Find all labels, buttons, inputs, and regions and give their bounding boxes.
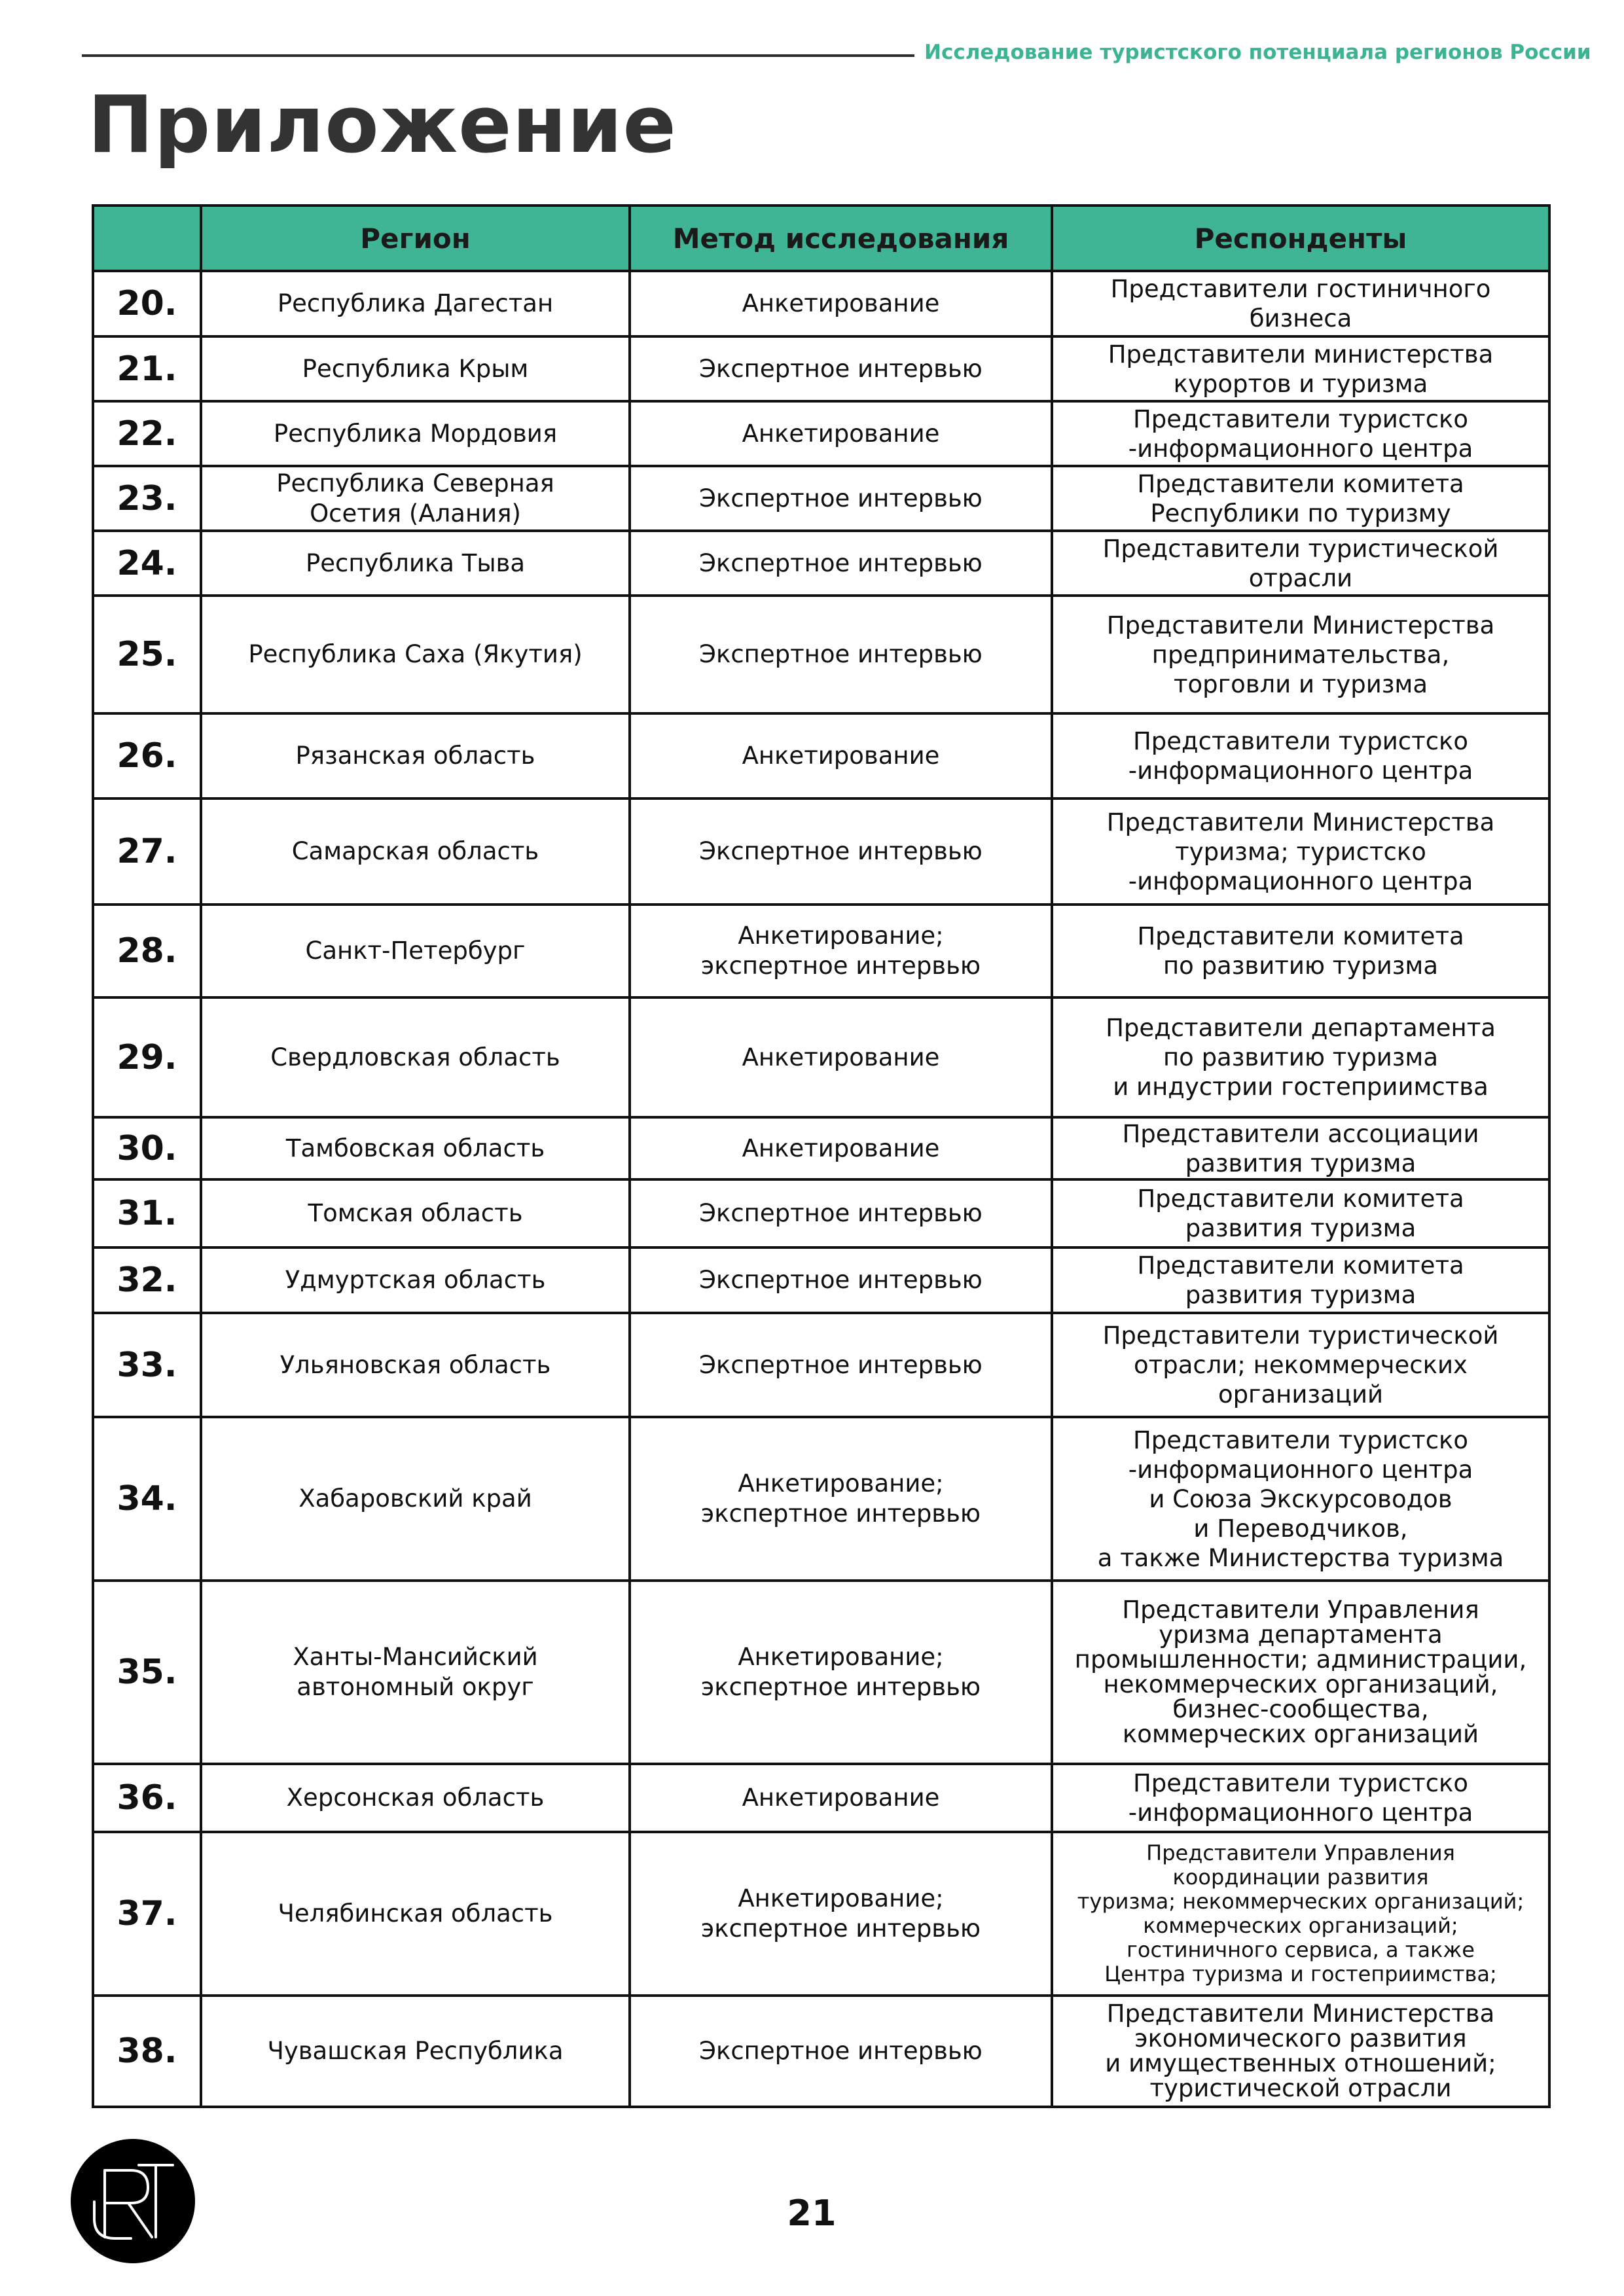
- rut-logo: [71, 2139, 195, 2263]
- row-number: 35.: [93, 1581, 201, 1764]
- row-respondents: Представители туристско -информационного центра и Союза Экскурсоводов и Переводчиков, а также Министерства туризма: [1052, 1417, 1549, 1581]
- row-respondents: Представители министерства курортов и туризма: [1052, 336, 1549, 401]
- row-region: Республика Северная Осетия (Алания): [201, 466, 630, 531]
- row-region: Херсонская область: [201, 1764, 630, 1832]
- page-number: 21: [787, 2193, 837, 2234]
- row-respondents: Представители Министерства туризма; туристско -информационного центра: [1052, 798, 1549, 905]
- running-header: Исследование туристского потенциала регионов России: [924, 41, 1591, 64]
- row-region: Удмуртская область: [201, 1247, 630, 1313]
- row-respondents: Представители комитета Республики по туризму: [1052, 466, 1549, 531]
- table-row: [93, 1832, 1549, 1996]
- row-region: Свердловская область: [201, 997, 630, 1117]
- row-number: 23.: [93, 466, 201, 531]
- column-header-region: Регион: [201, 206, 630, 271]
- row-respondents: Представители департамента по развитию туризма и индустрии гостеприимства: [1052, 997, 1549, 1117]
- table-row: [93, 713, 1549, 798]
- row-respondents: Представители комитета развития туризма: [1052, 1179, 1549, 1247]
- row-method: Анкетирование; экспертное интервью: [630, 1581, 1052, 1764]
- row-region: Рязанская область: [201, 713, 630, 798]
- row-number: 31.: [93, 1179, 201, 1247]
- row-respondents: Представители гостиничного бизнеса: [1052, 271, 1549, 336]
- table-row: [93, 1313, 1549, 1417]
- row-number: 21.: [93, 336, 201, 401]
- row-number: 36.: [93, 1764, 201, 1832]
- row-method: Анкетирование: [630, 997, 1052, 1117]
- table-row: [93, 466, 1549, 531]
- row-region: Хабаровский край: [201, 1417, 630, 1581]
- table-row: [93, 1417, 1549, 1581]
- row-region: Ульяновская область: [201, 1313, 630, 1417]
- row-number: 29.: [93, 997, 201, 1117]
- row-respondents: Представители комитета развития туризма: [1052, 1247, 1549, 1313]
- row-method: Экспертное интервью: [630, 336, 1052, 401]
- row-number: 37.: [93, 1832, 201, 1996]
- row-respondents: Представители комитета по развитию туризма: [1052, 905, 1549, 997]
- row-method: Анкетирование: [630, 271, 1052, 336]
- row-region: Самарская область: [201, 798, 630, 905]
- column-header-respondents: Респонденты: [1052, 206, 1549, 271]
- table-row: [93, 798, 1549, 905]
- row-respondents: Представители Управления уризма департамента промышленности; администрации, некоммерческих организаций, бизнес-сообщества, коммерческих организаций: [1052, 1581, 1549, 1764]
- page-title: Приложение: [88, 80, 677, 171]
- table-row: [93, 905, 1549, 997]
- table-row: [93, 997, 1549, 1117]
- row-method: Экспертное интервью: [630, 1313, 1052, 1417]
- row-respondents: Представители туристско -информационного центра: [1052, 713, 1549, 798]
- table-row: [93, 531, 1549, 596]
- row-respondents: Представители туристско -информационного центра: [1052, 401, 1549, 466]
- row-method: Экспертное интервью: [630, 466, 1052, 531]
- row-number: 25.: [93, 596, 201, 713]
- row-method: Анкетирование; экспертное интервью: [630, 905, 1052, 997]
- row-region: Томская область: [201, 1179, 630, 1247]
- row-number: 20.: [93, 271, 201, 336]
- row-number: 27.: [93, 798, 201, 905]
- row-method: Анкетирование: [630, 401, 1052, 466]
- row-method: Экспертное интервью: [630, 531, 1052, 596]
- row-number: 30.: [93, 1117, 201, 1179]
- row-respondents: Представители Управления координации развития туризма; некоммерческих организаций; коммерческих организаций; гостиничного сервиса, а также Центра туризма и гостеприимства;: [1052, 1832, 1549, 1996]
- row-region: Республика Дагестан: [201, 271, 630, 336]
- table-row: [93, 271, 1549, 336]
- row-region: Тамбовская область: [201, 1117, 630, 1179]
- row-number: 24.: [93, 531, 201, 596]
- row-region: Чувашская Республика: [201, 1996, 630, 2107]
- row-respondents: Представители туристско -информационного центра: [1052, 1764, 1549, 1832]
- table-row: [93, 1996, 1549, 2107]
- table-header-row: [93, 206, 1549, 271]
- row-region: Ханты-Мансийский автономный округ: [201, 1581, 630, 1764]
- row-method: Экспертное интервью: [630, 1996, 1052, 2107]
- row-number: 22.: [93, 401, 201, 466]
- table-row: [93, 1247, 1549, 1313]
- row-method: Экспертное интервью: [630, 596, 1052, 713]
- row-number: 34.: [93, 1417, 201, 1581]
- row-method: Экспертное интервью: [630, 1247, 1052, 1313]
- row-respondents: Представители туристической отрасли: [1052, 531, 1549, 596]
- row-number: 32.: [93, 1247, 201, 1313]
- row-method: Экспертное интервью: [630, 798, 1052, 905]
- table-row: [93, 596, 1549, 713]
- row-region: Республика Крым: [201, 336, 630, 401]
- row-respondents: Представители туристической отрасли; некоммерческих организаций: [1052, 1313, 1549, 1417]
- row-respondents: Представители Министерства предпринимательства, торговли и туризма: [1052, 596, 1549, 713]
- row-respondents: Представители Министерства экономического развития и имущественных отношений; туристической отрасли: [1052, 1996, 1549, 2107]
- row-method: Анкетирование; экспертное интервью: [630, 1417, 1052, 1581]
- row-region: Республика Мордовия: [201, 401, 630, 466]
- table-row: [93, 1764, 1549, 1832]
- row-method: Экспертное интервью: [630, 1179, 1052, 1247]
- header-rule: [82, 54, 914, 57]
- row-respondents: Представители ассоциации развития туризма: [1052, 1117, 1549, 1179]
- row-number: 38.: [93, 1996, 201, 2107]
- table-row: [93, 401, 1549, 466]
- row-method: Анкетирование: [630, 713, 1052, 798]
- row-number: 26.: [93, 713, 201, 798]
- column-header-method: Метод исследования: [630, 206, 1052, 271]
- column-header-number: [93, 206, 201, 271]
- row-region: Республика Тыва: [201, 531, 630, 596]
- row-region: Челябинская область: [201, 1832, 630, 1996]
- row-region: Республика Саха (Якутия): [201, 596, 630, 713]
- row-method: Анкетирование: [630, 1764, 1052, 1832]
- row-method: Анкетирование; экспертное интервью: [630, 1832, 1052, 1996]
- row-method: Анкетирование: [630, 1117, 1052, 1179]
- row-region: Санкт-Петербург: [201, 905, 630, 997]
- row-number: 28.: [93, 905, 201, 997]
- table-row: [93, 336, 1549, 401]
- svg-text:RUT: RUT: [131, 2260, 135, 2261]
- table-row: [93, 1179, 1549, 1247]
- appendix-table: [92, 204, 1551, 2108]
- table-row: [93, 1581, 1549, 1764]
- row-number: 33.: [93, 1313, 201, 1417]
- table-row: [93, 1117, 1549, 1179]
